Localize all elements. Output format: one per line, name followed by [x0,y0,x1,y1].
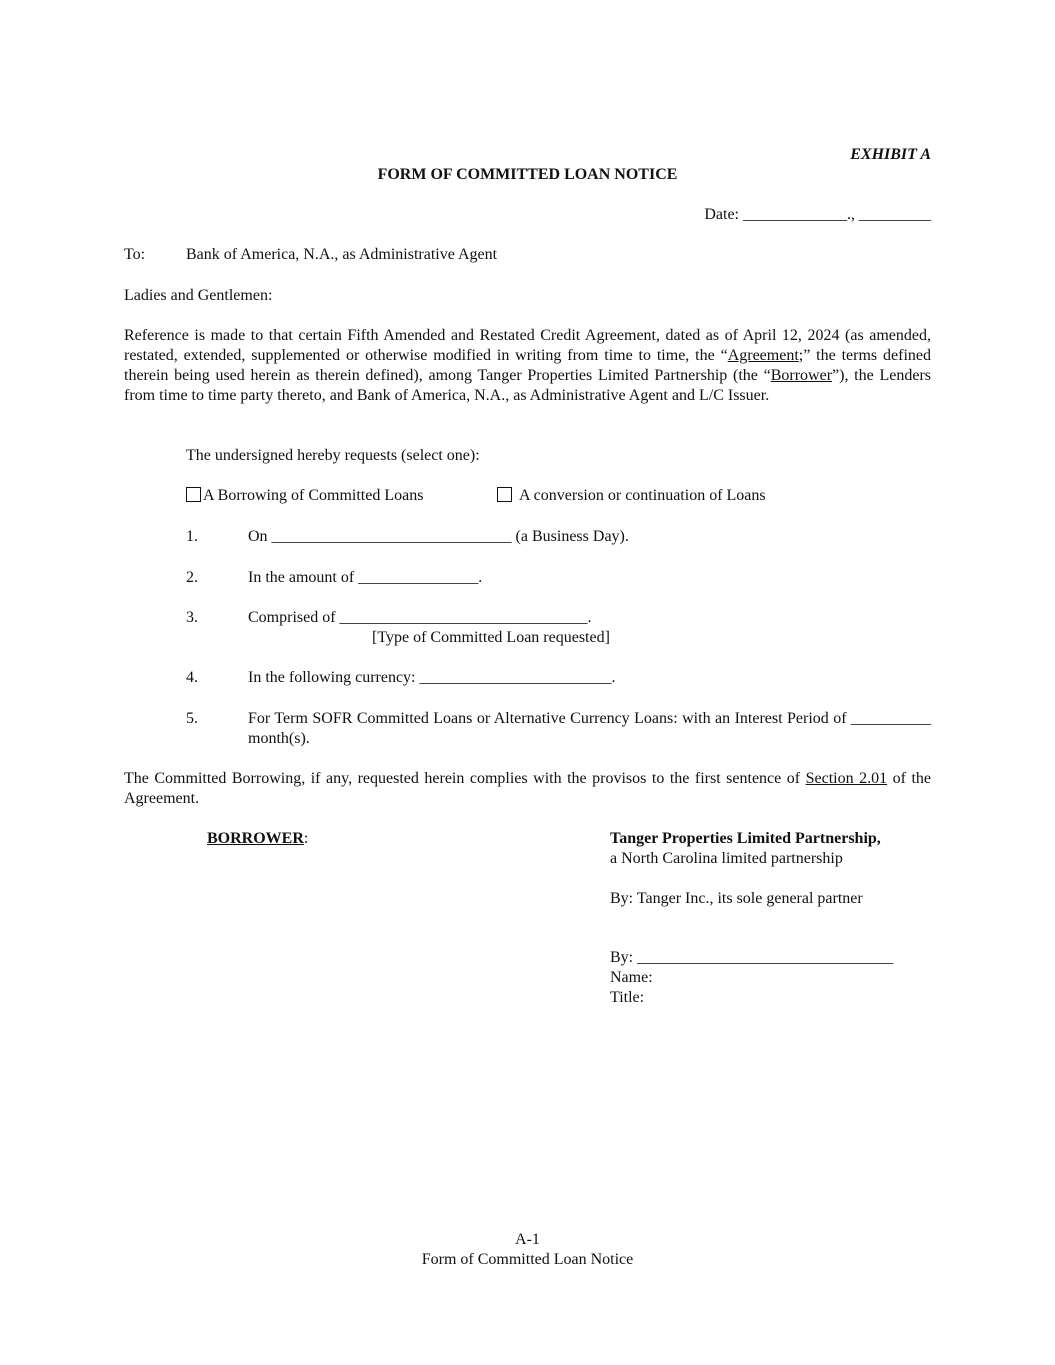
borrowing-label: A Borrowing of Committed Loans [203,487,424,504]
item-4-number: 4. [186,669,198,686]
item-3-subtext: [Type of Committed Loan requested] [372,629,610,646]
page-number: A-1 [515,1231,540,1248]
option-borrowing[interactable] [186,486,423,506]
request-intro: The undersigned hereby requests (select one): [186,447,480,464]
to-label: To: [124,246,146,263]
general-partner-line: By: Tanger Inc., its sole general partner [610,890,863,907]
conversion-label: A conversion or continuation of Loans [519,487,766,504]
compliance-paragraph [124,769,931,809]
compliance-text-1: The Committed Borrowing, if any, requested herein complies with the provisos to the first sentence of [124,770,806,787]
compliance-text-2: of the Agreement. [124,770,931,807]
document-title: FORM OF COMMITTED LOAN NOTICE [377,166,678,183]
reference-text-2: ;” the terms defined therein being used herein as therein defined), among Tanger Properties Limited Partnership (the “ [124,347,931,384]
item-2-text: In the amount of _______________. [248,569,483,586]
borrower-label-block [207,829,308,849]
borrower-defined-term: Borrower [770,367,833,384]
name-label: Name: [610,969,653,986]
reference-text-1: Reference is made to that certain Fifth Amended and Restated Credit Agreement, dated as of April 12, 2024 (as amended, restated, extended, supplemented or otherwise modified in writing from time to time, the “ [124,327,931,364]
item-1-text: On ______________________________ (a Business Day). [248,528,629,545]
agreement-defined-term: Agreement [727,347,799,364]
item-1-number: 1. [186,528,198,545]
salutation: Ladies and Gentlemen: [124,287,273,304]
reference-text-3: ”), the Lenders from time to time party thereto, and Bank of America, N.A., as Administrative Agent and L/C Issuer. [124,367,931,404]
reference-paragraph [124,326,931,406]
title-label: Title: [610,989,645,1006]
borrowing-checkbox[interactable] [186,487,201,502]
item-3-number: 3. [186,609,198,626]
item-5-text: For Term SOFR Committed Loans or Alternative Currency Loans: with an Interest Period of __________ month(s). [248,710,931,747]
item-2-number: 2. [186,569,198,586]
option-conversion[interactable] [497,486,766,506]
borrower-entity-name: Tanger Properties Limited Partnership, [610,830,881,847]
item-5-number: 5. [186,710,198,727]
signature-line[interactable]: By: ________________________________ [610,949,894,966]
item-4-text: In the following currency: ________________________. [248,669,616,686]
to-recipient: Bank of America, N.A., as Administrative Agent [186,246,498,263]
footer-title: Form of Committed Loan Notice [421,1251,634,1268]
item-3-text: Comprised of _______________________________. [248,609,592,626]
exhibit-label: EXHIBIT A [850,146,931,163]
borrower-entity-desc: a North Carolina limited partnership [610,850,843,867]
date-line: Date: _____________., _________ [704,206,931,223]
section-reference: Section 2.01 [805,770,888,787]
borrower-label: BORROWER [207,830,304,847]
conversion-checkbox[interactable] [497,487,512,502]
borrower-colon: : [303,830,309,847]
